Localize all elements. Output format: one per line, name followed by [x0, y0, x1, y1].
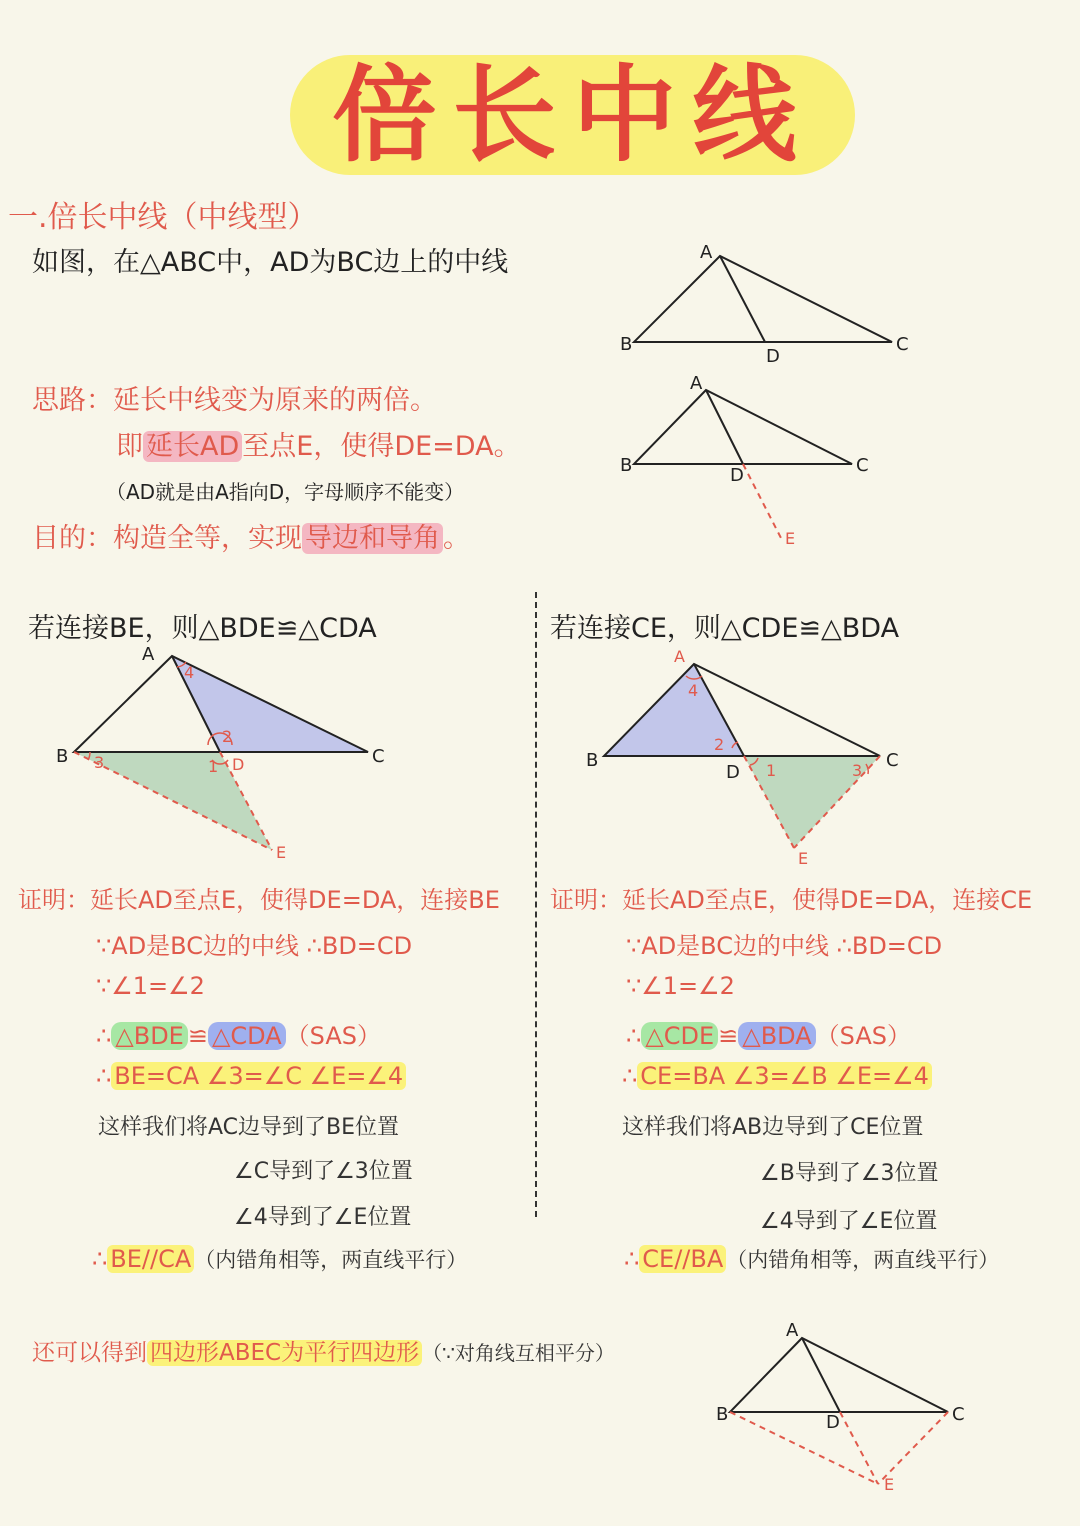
- bottom-prefix: 还可以得到: [32, 1340, 147, 1366]
- left-proof-line-7: ∠C导到了∠3位置: [234, 1159, 413, 1184]
- label-a: A: [674, 647, 685, 666]
- extension-de: [743, 464, 782, 540]
- label-d: D: [232, 755, 245, 774]
- therefore-sign: ∴: [622, 1062, 638, 1090]
- label-d: D: [766, 346, 780, 367]
- label-e: E: [276, 843, 287, 862]
- right-proof-line-3: ∵∠1=∠2: [626, 972, 735, 1000]
- angle-label-3: 3: [852, 761, 863, 780]
- triangle-cde: △CDE: [641, 1022, 718, 1050]
- label-c: C: [886, 750, 899, 771]
- diagram-parallelogram: [730, 1338, 948, 1484]
- left-case-heading: 若连接BE，则△BDE≌△CDA: [28, 613, 377, 644]
- extension-de: [840, 1412, 878, 1484]
- therefore-sign: ∴: [96, 1062, 112, 1090]
- right-case-heading: 若连接CE，则△CDE≌△BDA: [550, 613, 900, 644]
- diagram-connect-be: [74, 656, 368, 850]
- left-proof-line-8: ∠4导到了∠E位置: [234, 1205, 412, 1230]
- left-proof-line-2: ∵AD是BC边的中线 ∴BD=CD: [96, 932, 413, 960]
- right-proof-line-7: ∠B导到了∠3位置: [760, 1161, 939, 1186]
- goal-text: 构造全等，实现: [113, 523, 302, 554]
- therefore-sign: ∴: [96, 1022, 112, 1050]
- triangle-bda: △BDA: [738, 1022, 815, 1050]
- label-a: A: [690, 373, 703, 394]
- goal-end: 。: [443, 523, 470, 554]
- sas-label: （SAS）: [815, 1022, 911, 1050]
- triangle-abc: [730, 1338, 948, 1412]
- goal-label: 目的：: [32, 523, 113, 554]
- label-a: A: [786, 1320, 799, 1341]
- label-d: D: [726, 762, 740, 783]
- therefore-sign: ∴: [92, 1245, 108, 1273]
- right-conclusion-highlight: CE=BA ∠3=∠B ∠E=∠4: [637, 1062, 932, 1090]
- angle-label-2: 2: [714, 735, 725, 754]
- label-a: A: [700, 242, 713, 263]
- angle-label-4: 4: [688, 681, 699, 700]
- label-c: C: [896, 334, 909, 355]
- angle-label-3: 3: [94, 753, 105, 772]
- idea-label: 思路：: [32, 385, 113, 416]
- label-b: B: [716, 1404, 729, 1425]
- idea-text-1: 延长中线变为原来的两倍。: [113, 385, 437, 416]
- label-b: B: [586, 750, 599, 771]
- label-b: B: [620, 334, 633, 355]
- goal-highlight: 导边和导角: [302, 523, 443, 554]
- congruent-sign: ≌: [718, 1022, 739, 1050]
- diagram-triangle-median: [634, 256, 892, 342]
- right-proof-line-1: 证明：延长AD至点E，使得DE=DA，连接CE: [550, 886, 1033, 914]
- left-parallel-highlight: BE//CA: [107, 1245, 194, 1273]
- label-b: B: [620, 455, 633, 476]
- section-heading: 一.倍长中线（中线型）: [8, 200, 318, 235]
- angle-label-4: 4: [184, 663, 195, 682]
- triangle-abc: [634, 256, 892, 342]
- triangle-cda: △CDA: [208, 1022, 286, 1050]
- angle-label-1: 1: [766, 761, 777, 780]
- right-proof-line-6: 这样我们将AB边导到了CE位置: [622, 1115, 924, 1140]
- idea-rest: 至点E，使得DE=DA。: [242, 431, 521, 462]
- median-ad: [802, 1338, 840, 1412]
- therefore-sign: ∴: [624, 1245, 640, 1273]
- label-a: A: [142, 644, 155, 665]
- idea-highlight: 延长AD: [143, 431, 242, 462]
- angle-label-1: 1: [208, 757, 219, 776]
- label-b: B: [56, 746, 69, 767]
- segment-ce: [878, 1412, 948, 1484]
- right-proof-line-2: ∵AD是BC边的中线 ∴BD=CD: [626, 932, 943, 960]
- left-proof-line-1: 证明：延长AD至点E，使得DE=DA，连接BE: [18, 886, 500, 914]
- left-proof-line-3: ∵∠1=∠2: [96, 972, 205, 1000]
- congruent-sign: ≌: [187, 1022, 208, 1050]
- diagram-connect-ce: [604, 664, 880, 848]
- label-e: E: [798, 849, 809, 868]
- left-conclusion-highlight: BE=CA ∠3=∠C ∠E=∠4: [111, 1062, 406, 1090]
- label-c: C: [856, 455, 869, 476]
- segment-be: [730, 1412, 878, 1484]
- label-c: C: [952, 1404, 965, 1425]
- triangle-bde: △BDE: [111, 1022, 188, 1050]
- label-e: E: [785, 529, 796, 548]
- left-proof-line-6: 这样我们将AC边导到了BE位置: [98, 1115, 400, 1140]
- label-d: D: [730, 465, 744, 486]
- right-parallel-reason: （内错角相等，两直线平行）: [726, 1248, 1000, 1272]
- idea-note: （AD就是由A指向D，字母顺序不能变）: [106, 480, 465, 504]
- right-parallel-highlight: CE//BA: [639, 1245, 726, 1273]
- therefore-sign: ∴: [626, 1022, 642, 1050]
- idea-prefix: 即: [116, 431, 143, 462]
- median-ad: [706, 390, 743, 464]
- intro-text: 如图，在△ABC中，AD为BC边上的中线: [32, 247, 509, 278]
- left-parallel-reason: （内错角相等，两直线平行）: [194, 1248, 468, 1272]
- triangle-abc: [634, 390, 852, 464]
- bottom-note: （∵对角线互相平分）: [422, 1341, 615, 1365]
- angle-label-2: 2: [222, 727, 233, 746]
- page-title: 倍长中线: [332, 53, 813, 176]
- label-e: E: [884, 1475, 895, 1494]
- median-ad: [720, 256, 765, 342]
- label-d: D: [826, 1412, 840, 1433]
- bottom-highlight: 四边形ABEC为平行四边形: [147, 1340, 422, 1366]
- label-c: C: [372, 746, 385, 767]
- right-proof-line-8: ∠4导到了∠E位置: [760, 1209, 938, 1234]
- sas-label: （SAS）: [285, 1022, 382, 1050]
